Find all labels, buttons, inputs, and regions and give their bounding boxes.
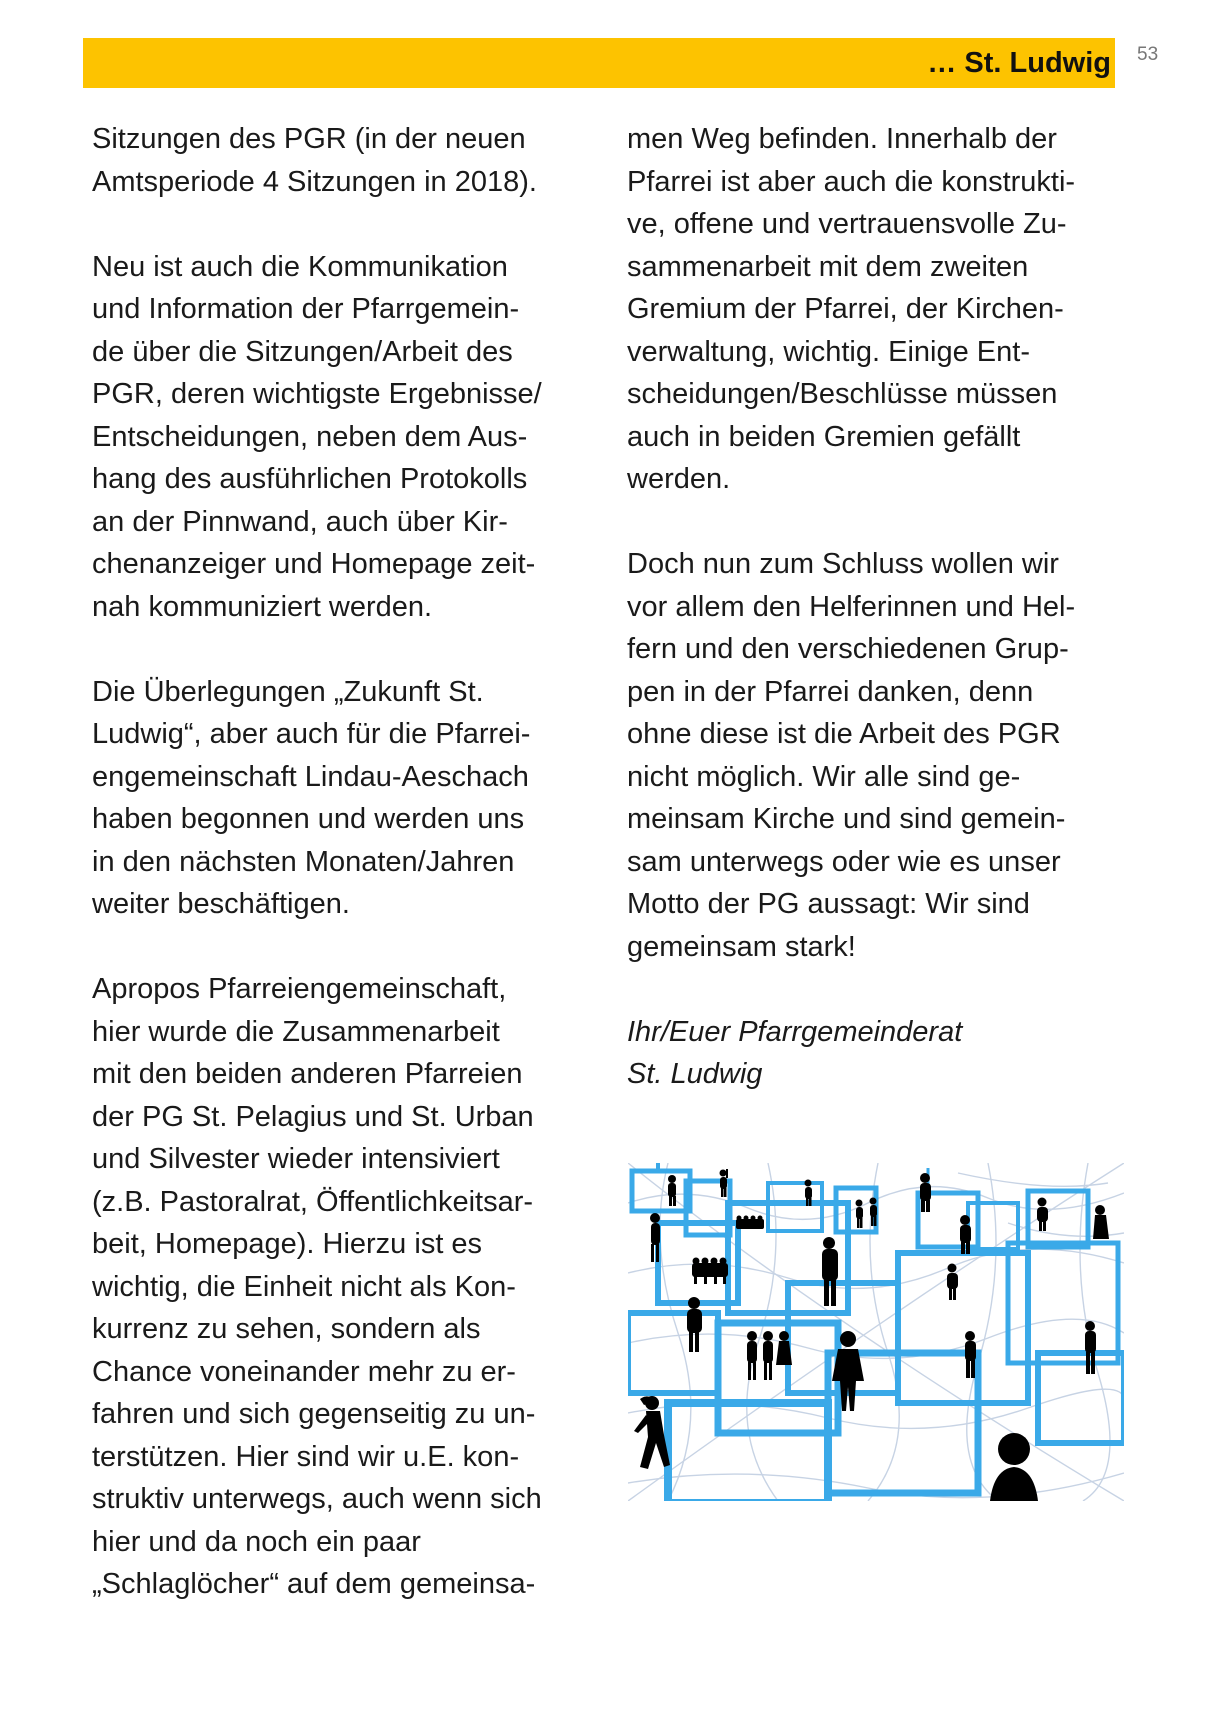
person-silhouette [720, 1169, 729, 1197]
header-bar [83, 38, 1115, 88]
header-title: … St. Ludwig [927, 47, 1111, 79]
paragraph [92, 246, 622, 629]
text-line: Chance voneinander mehr zu er- [92, 1355, 516, 1388]
text-line: Neu ist auch die Kommunikation [92, 250, 508, 283]
person-silhouette [947, 1264, 958, 1301]
page-number: 53 [1137, 44, 1159, 65]
text-line: wichtig, die Einheit nicht als Kon- [92, 1270, 516, 1303]
text-line: kurrenz zu sehen, sondern als [92, 1313, 481, 1345]
person-silhouette [668, 1175, 676, 1206]
text-line: ohne diese ist die Arbeit des PGR [627, 718, 1061, 750]
text-line: mit den beiden anderen Pfarreien [92, 1058, 523, 1090]
text-line: pen in der Pfarrei danken, denn [627, 675, 1034, 708]
text-line: meinsam Kirche und sind gemein- [627, 803, 1066, 835]
paragraph [92, 118, 622, 203]
text-line: hier und da noch ein paar [92, 1525, 421, 1558]
people-silhouettes [634, 1169, 1109, 1501]
text-line: und Information der Pfarrgemein- [92, 293, 520, 325]
text-line: Doch nun zum Schluss wollen wir [627, 548, 1059, 580]
text-line: Motto der PG aussagt: Wir sind [627, 888, 1030, 920]
text-line: sam unterwegs oder wie es unser [627, 845, 1061, 878]
person-silhouette [1037, 1198, 1048, 1232]
text-line: beit, Homepage). Hierzu ist es [92, 1228, 483, 1260]
text-line: auch in beiden Gremien gefällt [627, 420, 1021, 453]
person-silhouette [1085, 1321, 1096, 1374]
text-line: sammenarbeit mit dem zweiten [627, 250, 1029, 283]
group-silhouette [692, 1258, 728, 1285]
text-line: „Schlaglöcher“ auf dem gemeinsa- [92, 1568, 536, 1600]
person-silhouette [822, 1237, 838, 1306]
paragraph [627, 118, 1157, 501]
paragraph [92, 671, 622, 926]
text-line: haben begonnen und werden uns [92, 803, 525, 835]
text-line: Apropos Pfarreiengemeinschaft, [92, 973, 507, 1005]
text-line: ve, offene und vertrauensvolle Zu- [627, 208, 1067, 240]
text-line: hier wurde die Zusammenarbeit [92, 1015, 500, 1048]
text-line: scheidungen/Beschlüsse müssen [627, 378, 1058, 410]
text-line: Ludwig“, aber auch für die Pfarrei- [92, 718, 531, 750]
text-line: weiter beschäftigen. [92, 888, 350, 920]
text-line: Die Überlegungen „Zukunft St. [92, 675, 484, 708]
paragraph [92, 968, 622, 1606]
person-silhouette [1093, 1205, 1109, 1239]
text-line: der PG St. Pelagius und St. Urban [92, 1100, 534, 1133]
text-line: (z.B. Pastoralrat, Öffentlichkeitsar- [92, 1185, 534, 1218]
text-line: werden. [627, 463, 731, 495]
text-line: Gremium der Pfarrei, der Kirchen- [627, 293, 1064, 325]
left-column [92, 118, 622, 1648]
signature [627, 1011, 1157, 1096]
text-line: Sitzungen des PGR (in der neuen [92, 123, 526, 155]
signature-line: St. Ludwig [627, 1058, 763, 1090]
text-line: Amtsperiode 4 Sitzungen in 2018). [92, 165, 537, 198]
text-line: in den nächsten Monaten/Jahren [92, 845, 515, 878]
text-line: vor allem den Helferinnen und Hel- [627, 590, 1076, 623]
person-silhouette [856, 1200, 864, 1229]
text-line: PGR, deren wichtigste Ergebnisse/ [92, 378, 542, 410]
text-line: struktiv unterwegs, auch wenn sich [92, 1483, 542, 1515]
signature-line: Ihr/Euer Pfarrgemeinderat [627, 1015, 963, 1048]
text-line: nicht möglich. Wir alle sind ge- [627, 760, 1021, 793]
text-line: fahren und sich gegenseitig zu un- [92, 1398, 536, 1430]
group-silhouette [736, 1216, 764, 1230]
paragraph [627, 543, 1157, 968]
text-line: Pfarrei ist aber auch die konstrukti- [627, 165, 1076, 198]
text-line: an der Pinnwand, auch über Kir- [92, 505, 508, 538]
text-line: men Weg befinden. Innerhalb der [627, 123, 1057, 155]
text-line: nah kommuniziert werden. [92, 590, 433, 623]
text-line: de über die Sitzungen/Arbeit des [92, 335, 513, 368]
network-people-illustration [628, 1163, 1124, 1501]
text-line: verwaltung, wichtig. Einige Ent- [627, 335, 1030, 368]
text-line: terstützen. Hier sind wir u.E. kon- [92, 1440, 520, 1473]
text-line: hang des ausführlichen Protokolls [92, 463, 528, 495]
network-people-icon [628, 1163, 1124, 1501]
person-silhouette [920, 1173, 931, 1212]
text-line: und Silvester wieder intensiviert [92, 1143, 500, 1175]
right-column [627, 118, 1157, 1096]
text-line: Entscheidungen, neben dem Aus- [92, 420, 528, 453]
text-line: engemeinschaft Lindau-Aeschach [92, 760, 529, 793]
person-silhouette [965, 1331, 976, 1378]
text-line: gemeinsam stark! [627, 930, 856, 963]
text-line: chenanzeiger und Homepage zeit- [92, 548, 536, 580]
text-line: fern und den verschiedenen Grup- [627, 633, 1069, 665]
